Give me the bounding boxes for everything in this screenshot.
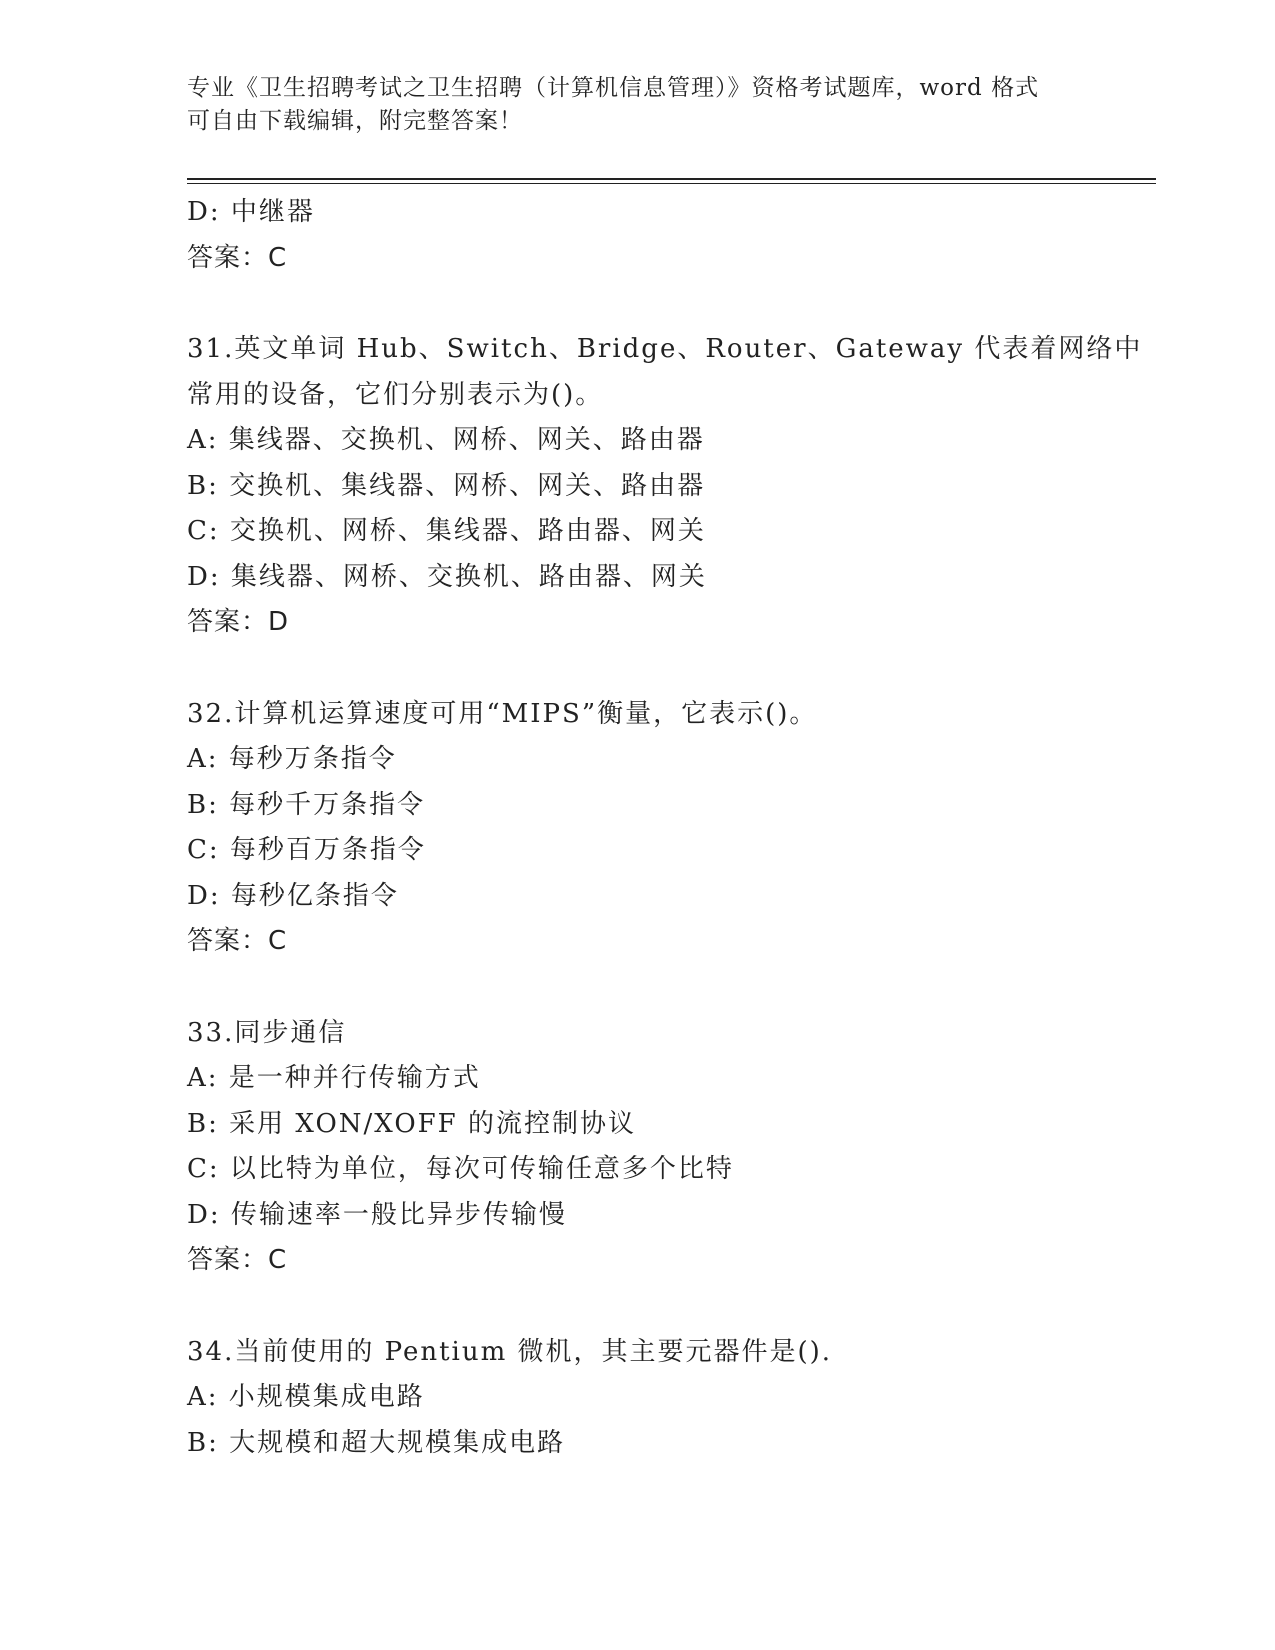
option-a: A: 小规模集成电路: [187, 1382, 425, 1412]
option-a: A: 集线器、交换机、网桥、网关、路由器: [187, 425, 705, 455]
question-list: [187, 190, 1143, 1466]
answer-line: 答案：C: [187, 1245, 288, 1275]
option-c: C: 每秒百万条指令: [187, 835, 426, 865]
question-34: [187, 1330, 1087, 1467]
question-32: [187, 692, 1087, 965]
answer-line: 答案：C: [187, 926, 288, 956]
option-a: A: 每秒万条指令: [187, 744, 397, 774]
spacer: [187, 1284, 1087, 1330]
spacer: [187, 281, 1087, 327]
option-a: A: 是一种并行传输方式: [187, 1063, 481, 1093]
question-31: [187, 327, 1143, 646]
option-d: D: 每秒亿条指令: [187, 880, 399, 911]
option-b: B: 采用 XON/XOFF 的流控制协议: [187, 1108, 636, 1139]
option-b: B: 交换机、集线器、网桥、网关、路由器: [187, 470, 706, 501]
question-33: [187, 1011, 1087, 1284]
option-d: D: 传输速率一般比异步传输慢: [187, 1199, 567, 1230]
option-d: D: 集线器、网桥、交换机、路由器、网关: [187, 561, 707, 592]
option-c: C: 交换机、网桥、集线器、路由器、网关: [187, 516, 706, 546]
answer-line: 答案：C: [187, 242, 288, 273]
header-divider: [187, 178, 1156, 184]
spacer: [187, 646, 1087, 692]
option-c: C: 以比特为单位，每次可传输任意多个比特: [187, 1154, 734, 1184]
question-30-tail: [187, 190, 1087, 281]
question-stem: 31.英文单词 Hub、Switch、Bridge、Router、Gateway 代表着网络中: [187, 334, 1143, 364]
question-stem-continued: 常用的设备，它们分别表示为()。: [187, 379, 604, 410]
option-b: B: 每秒千万条指令: [187, 789, 426, 820]
header-title-line-2: 可自由下载编辑，附完整答案！: [187, 108, 523, 134]
header-title-line-1: 专业《卫生招聘考试之卫生招聘（计算机信息管理）》资格考试题库，word 格式: [187, 75, 1040, 101]
option-d: D: 中继器: [187, 197, 315, 227]
question-stem: 33.同步通信: [187, 1017, 347, 1048]
option-b: B: 大规模和超大规模集成电路: [187, 1427, 566, 1458]
question-stem: 34.当前使用的 Pentium 微机，其主要元器件是().: [187, 1336, 833, 1367]
question-stem: 32.计算机运算速度可用“MIPS”衡量，它表示()。: [187, 698, 818, 729]
answer-line: 答案：D: [187, 607, 290, 637]
document-header: [187, 72, 1067, 138]
spacer: [187, 965, 1087, 1011]
